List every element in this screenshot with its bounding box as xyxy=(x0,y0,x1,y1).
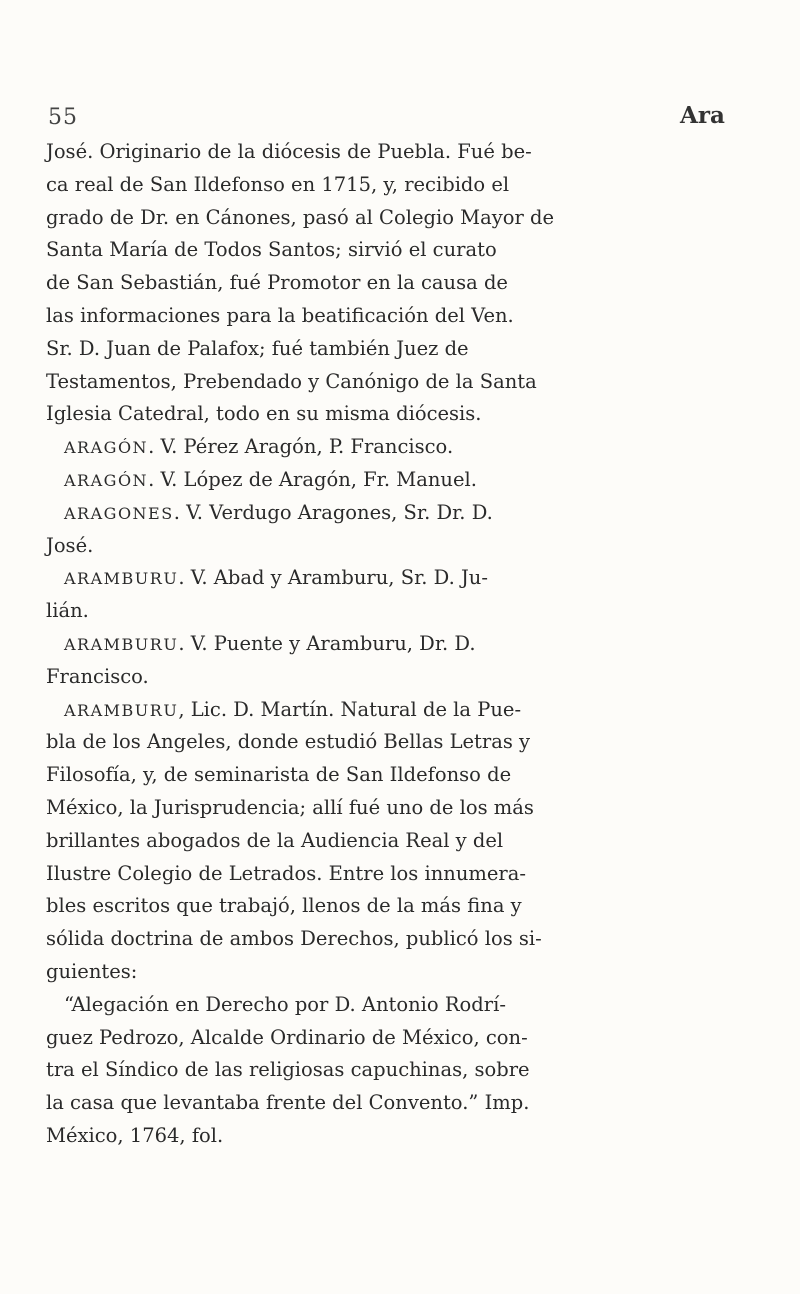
line-text: bla de los Angeles, donde estudió Bellas Letras y xyxy=(46,730,531,754)
line-text: sólida doctrina de ambos Derechos, publicó los si- xyxy=(46,927,542,951)
line-text: brillantes abogados de la Audiencia Real y del xyxy=(46,828,504,852)
text-line xyxy=(46,202,726,235)
entry-headword: ARAGÓN xyxy=(64,470,149,490)
line-text: ca real de San Ildefonso en 1715, y, recibido el xyxy=(46,172,510,196)
text-line xyxy=(46,333,726,366)
text-line xyxy=(46,1120,726,1153)
text-line xyxy=(46,300,726,333)
entry-line xyxy=(46,628,726,661)
line-text: José. Originario de la diócesis de Puebla. Fué be- xyxy=(46,140,532,163)
line-text: de San Sebastián, fué Promotor en la causa de xyxy=(46,271,508,295)
text-line xyxy=(46,726,726,759)
text-line xyxy=(46,267,726,300)
line-text: México, la Jurisprudencia; allí fué uno de los más xyxy=(46,795,534,819)
line-text: Santa María de Todos Santos; sirvió el curato xyxy=(46,238,497,262)
line-text: bles escritos que trabajó, llenos de la más fina y xyxy=(46,894,522,918)
text-line xyxy=(46,661,726,694)
quote-line xyxy=(46,989,726,1022)
line-text: lián. xyxy=(46,599,89,623)
line-text: . V. Abad y Aramburu, Sr. D. Ju- xyxy=(178,566,488,590)
text-line xyxy=(46,1087,726,1120)
text-line xyxy=(46,1054,726,1087)
entry-headword: ARAMBURU xyxy=(64,569,179,589)
text-line xyxy=(46,792,726,825)
line-text: . V. López de Aragón, Fr. Manuel. xyxy=(148,467,477,491)
text-line xyxy=(46,1022,726,1055)
line-text: Iglesia Catedral, todo en su misma diócesis. xyxy=(46,402,482,426)
text-line xyxy=(46,956,726,989)
line-text: grado de Dr. en Cánones, pasó al Colegio Mayor de xyxy=(46,205,555,229)
line-text: Filosofía, y, de seminarista de San Ildefonso de xyxy=(46,763,512,787)
line-text: . V. Pérez Aragón, P. Francisco. xyxy=(148,435,454,459)
entry-line xyxy=(46,562,726,595)
text-line xyxy=(46,825,726,858)
line-text: Sr. D. Juan de Palafox; fué también Juez de xyxy=(46,336,469,360)
line-text: tra el Síndico de las religiosas capuchinas, sobre xyxy=(46,1058,530,1082)
entry-line xyxy=(46,497,726,530)
text-line xyxy=(46,136,726,169)
body-text xyxy=(46,136,726,1153)
entry-line xyxy=(46,694,726,727)
text-line xyxy=(46,759,726,792)
line-text: . V. Verdugo Aragones, Sr. Dr. D. xyxy=(173,500,493,524)
line-text: México, 1764, fol. xyxy=(46,1123,224,1147)
running-head: Ara xyxy=(680,102,725,129)
text-line xyxy=(46,530,726,563)
line-text: “Alegación en Derecho por D. Antonio Rodrí- xyxy=(64,992,506,1016)
entry-headword: ARAMBURU xyxy=(64,700,179,720)
line-text: guez Pedrozo, Alcalde Ordinario de México, con- xyxy=(46,1025,528,1049)
text-line xyxy=(46,595,726,628)
text-line xyxy=(46,234,726,267)
line-text: . V. Puente y Aramburu, Dr. D. xyxy=(178,631,476,655)
entry-headword: ARAGONES xyxy=(64,503,174,523)
line-text: , Lic. D. Martín. Natural de la Pue- xyxy=(178,697,522,721)
entry-headword: ARAGÓN xyxy=(64,438,149,458)
line-text: Francisco. xyxy=(46,664,149,688)
line-text: José. xyxy=(46,533,94,557)
line-text: Testamentos, Prebendado y Canónigo de la Santa xyxy=(46,369,537,393)
line-text: las informaciones para la beatificación del Ven. xyxy=(46,303,514,327)
line-text: la casa que levantaba frente del Convento.” Imp. xyxy=(46,1091,530,1115)
text-line xyxy=(46,858,726,891)
page-number: 55 xyxy=(48,105,78,130)
text-line xyxy=(46,366,726,399)
entry-line xyxy=(46,464,726,497)
entry-headword: ARAMBURU xyxy=(64,634,179,654)
text-line xyxy=(46,923,726,956)
text-line xyxy=(46,169,726,202)
line-text: guientes: xyxy=(46,959,138,983)
text-line xyxy=(46,890,726,923)
text-line xyxy=(46,398,726,431)
line-text: Ilustre Colegio de Letrados. Entre los innumera- xyxy=(46,861,526,885)
entry-line xyxy=(46,431,726,464)
